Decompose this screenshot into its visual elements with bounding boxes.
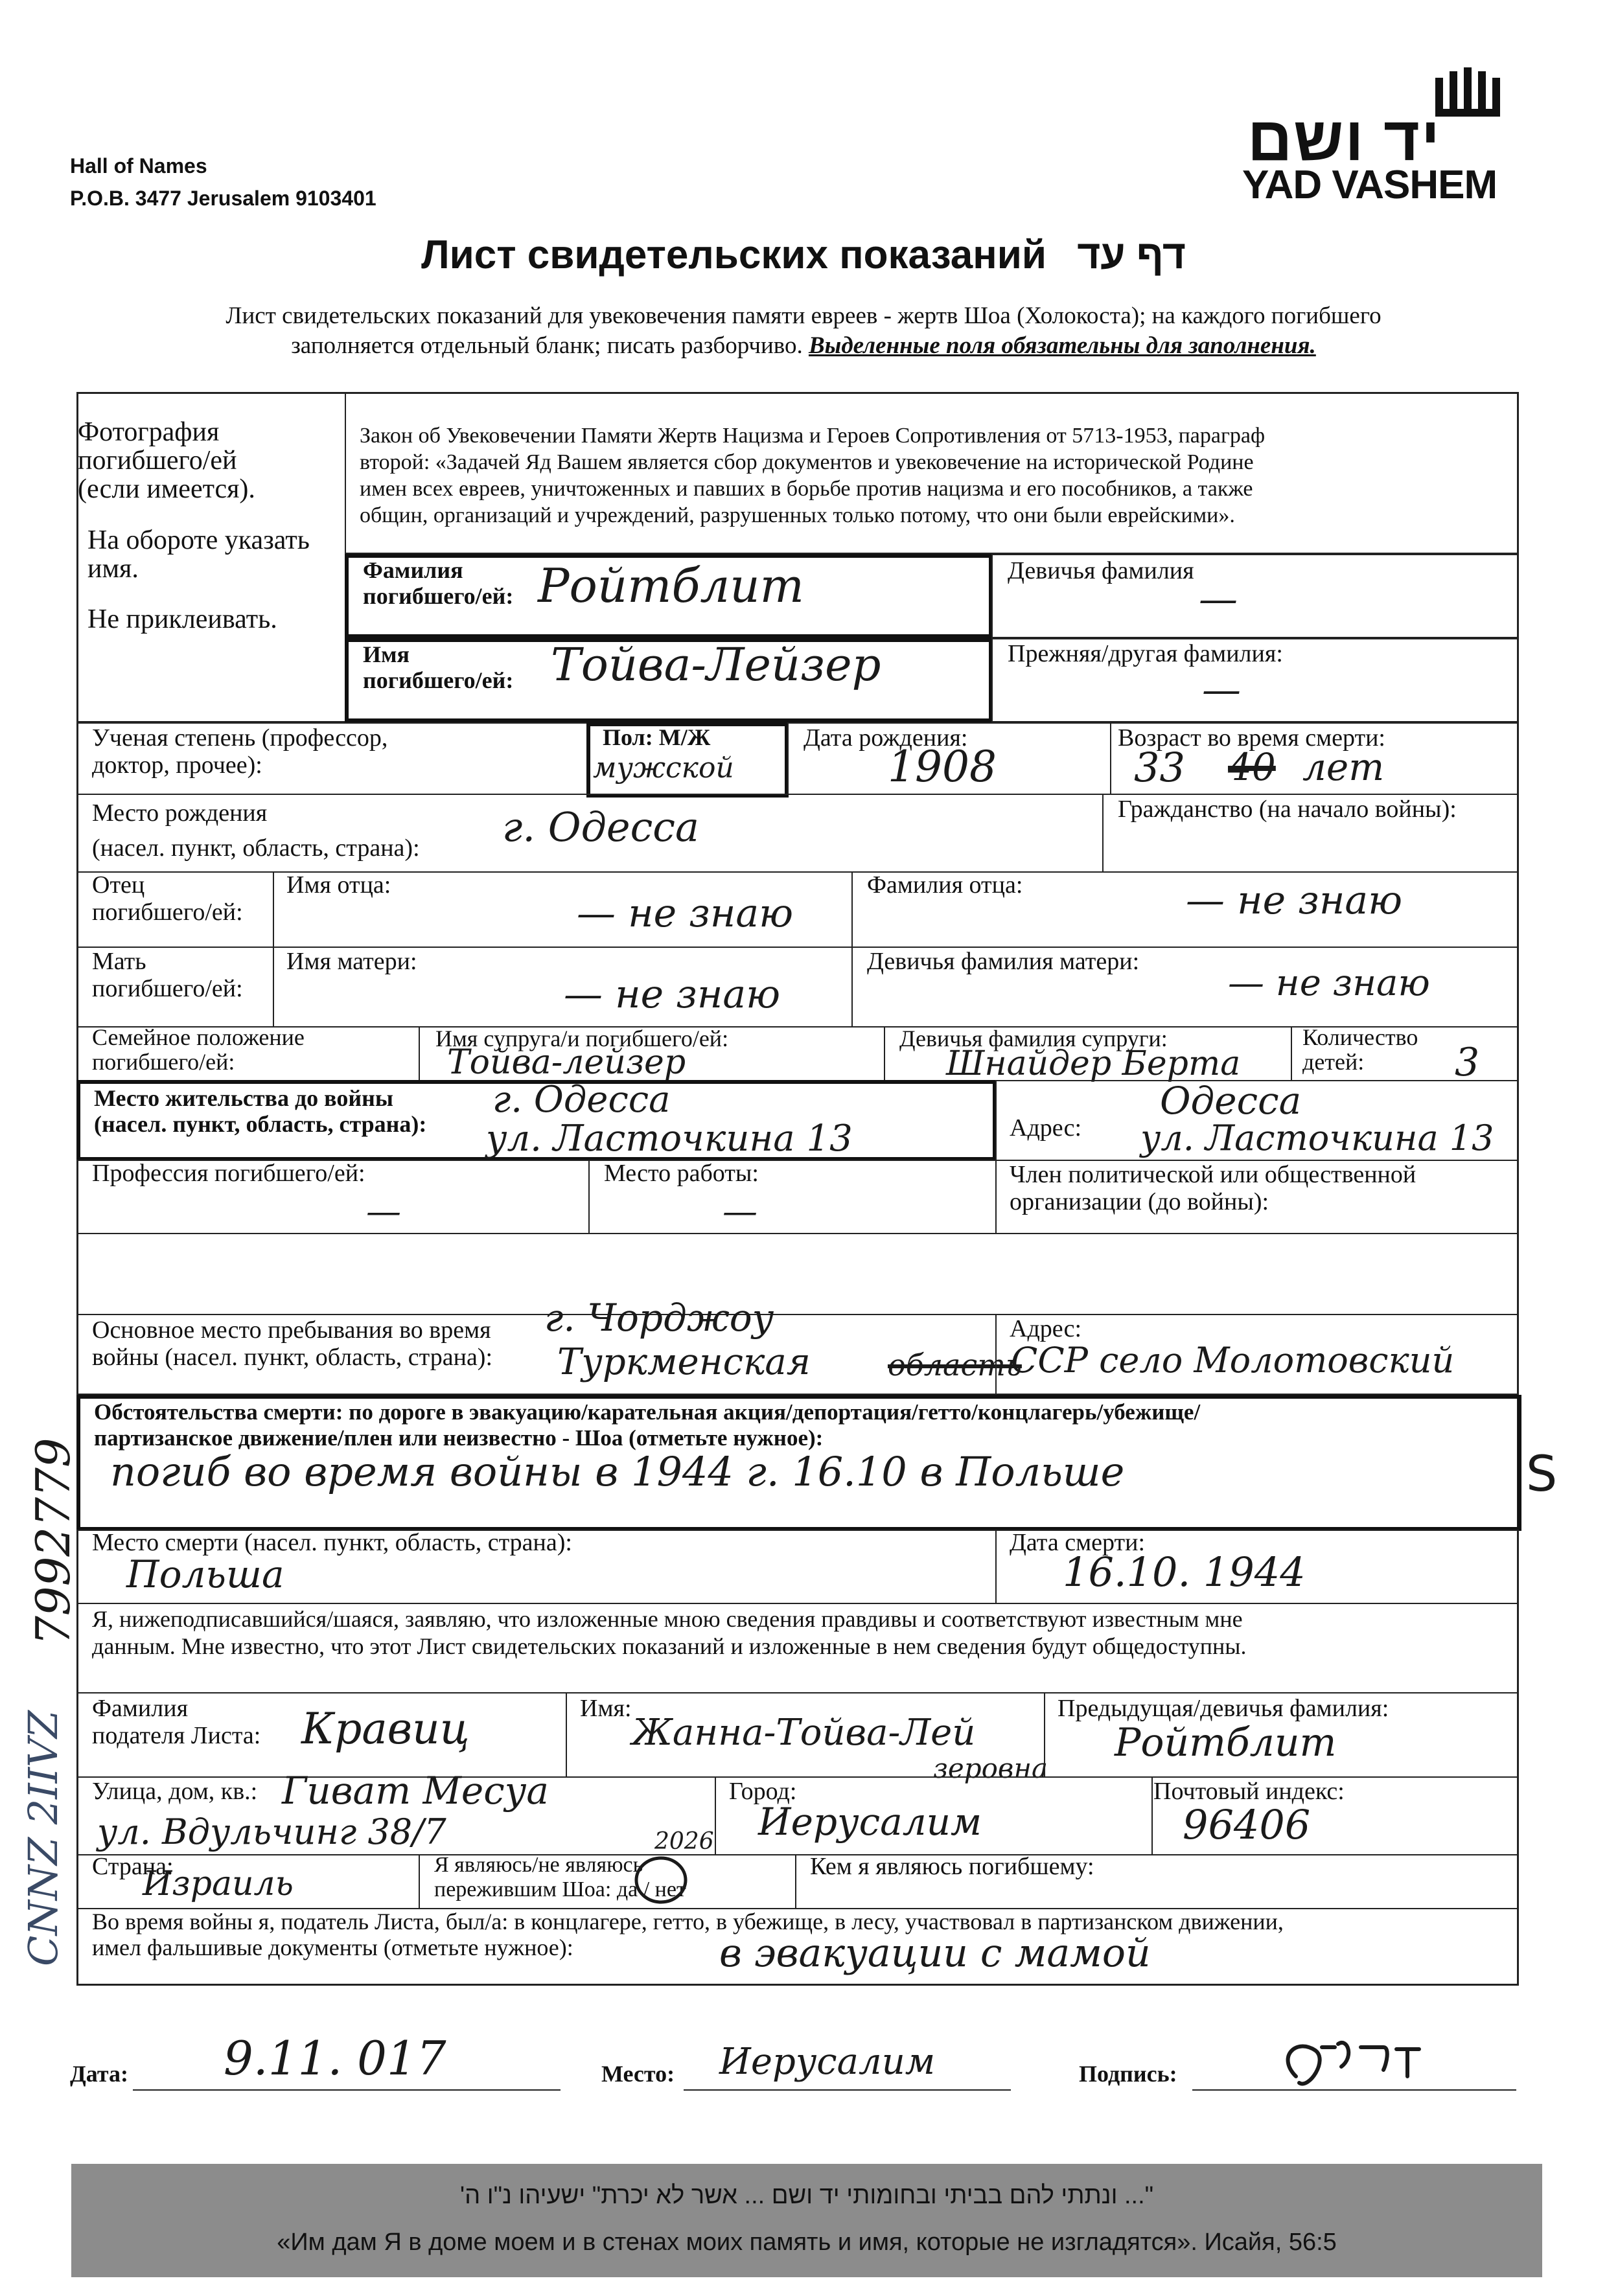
bottom-place-line (684, 2089, 1011, 2091)
title-hebrew: דף עד (1077, 233, 1186, 277)
birthplace-value[interactable]: г. Одесса (502, 803, 699, 851)
submitter-surname-value[interactable]: Кравиц (301, 1704, 470, 1754)
submitter-zip-value[interactable]: 96406 (1183, 1801, 1311, 1848)
father-name-value[interactable]: — не знаю (577, 891, 794, 936)
other-surname-value[interactable]: — (1202, 667, 1241, 713)
gender-value[interactable]: мужской (593, 752, 734, 785)
father-surname-label: Фамилия отца: (867, 871, 1023, 899)
submitter-surname-label: Фамилия подателя Листа: (92, 1695, 261, 1749)
residence-address-label: Адрес: (1010, 1114, 1082, 1142)
photo-box-text: Фотография погибшего/ей (если имеется). (78, 417, 255, 504)
org-address: P.O.B. 3477 Jerusalem 9103401 (70, 187, 376, 210)
residence-value-line-1[interactable]: г. Одесса (492, 1079, 671, 1121)
submitter-name-label: Имя: (580, 1695, 632, 1722)
circumstances-value[interactable]: погиб во время войны в 1944 г. 16.10 в Польше (110, 1448, 1125, 1495)
footer-banner (71, 2164, 1542, 2277)
father-name-label: Имя отца: (286, 871, 391, 899)
wartime-place-line-2[interactable]: Туркменская (557, 1341, 811, 1383)
other-surname-label: Прежняя/другая фамилия: (1008, 640, 1283, 667)
age-struck: 40 (1228, 745, 1276, 789)
birthplace-label: Место рождения (насел. пункт, область, страна): (92, 799, 420, 862)
mother-maiden-label: Девичья фамилия матери: (867, 948, 1140, 975)
death-place-value[interactable]: Польша (126, 1552, 284, 1596)
death-place-label: Место смерти (насел. пункт, область, страна): (92, 1529, 572, 1556)
residence-address-line-2[interactable]: ул. Ласточкина 13 (1140, 1118, 1494, 1158)
children-value[interactable]: 3 (1455, 1040, 1480, 1085)
submitter-patronymic[interactable]: зеровна (933, 1752, 1048, 1784)
submitter-country-value[interactable]: Израиль (143, 1865, 294, 1903)
intro-line-1: Лист свидетельских показаний для увековечения памяти евреев - жертв Шоа (Холокоста); на каждого погибшего (225, 303, 1382, 329)
children-label: Количество детей: (1302, 1024, 1418, 1075)
margin-stamp-number: 7992779 (26, 1438, 80, 1646)
wartime-place-line-1[interactable]: г. Чорджоу (544, 1296, 774, 1340)
survivor-value[interactable]: 2026 (654, 1828, 714, 1855)
workplace-value[interactable]: — (723, 1191, 757, 1232)
submitter-zip-label: Почтовый индекс: (1153, 1778, 1345, 1805)
age-unit: лет (1302, 745, 1385, 789)
submitter-street-label: Улица, дом, кв.: (92, 1778, 258, 1805)
bottom-date-value[interactable]: 9.11. 017 (224, 2031, 446, 2085)
maiden-name-label: Девичья фамилия (1008, 557, 1194, 584)
father-surname-value[interactable]: — не знаю (1186, 878, 1403, 923)
submitter-city-value[interactable]: Иерусалим (758, 1800, 982, 1844)
bottom-date-label: Дата: (70, 2061, 128, 2087)
submitter-prev-surname-label: Предыдущая/девичья фамилия: (1058, 1695, 1389, 1722)
submitter-wartime-label: Во время войны я, податель Листа, был/а: в концлагере, гетто, в убежище, в лесу, участвовал в партизанском движении, имел фальшивые документы (отметьте нужное): (92, 1909, 1284, 1960)
blank-row (76, 1233, 1519, 1315)
org-name: Hall of Names (70, 154, 207, 178)
residence-label: Место жительства до войны (насел. пункт, область, страна): (94, 1085, 427, 1137)
profession-label: Профессия погибшего/ей: (92, 1160, 365, 1187)
gender-label: Пол: М/Ж (603, 724, 711, 750)
residence-address-line-1[interactable]: Одесса (1160, 1079, 1302, 1123)
submitter-country-label: Страна: (92, 1853, 174, 1880)
spouse-name-label: Имя супруга/и погибшего/ей: (435, 1026, 729, 1051)
father-label: Отец погибшего/ей: (92, 871, 243, 926)
bottom-place-label: Место: (601, 2061, 675, 2087)
signature-label: Подпись: (1079, 2061, 1177, 2087)
submitter-prev-surname-value[interactable]: Ройтблит (1115, 1720, 1337, 1765)
page-title (0, 232, 1607, 278)
mother-name-value[interactable]: — не знаю (564, 972, 781, 1017)
margin-stamp-code: CNNZ 2IIVZ (19, 1710, 67, 1966)
bottom-place-value[interactable]: Иерусалим (719, 2041, 936, 2083)
bottom-date-line (133, 2089, 561, 2091)
submitter-street-line-1[interactable]: Гиват Месуа (282, 1769, 549, 1813)
birth-date-value[interactable]: 1908 (888, 742, 997, 792)
declaration-text: Я, нижеподписавшийся/шаяся, заявляю, что изложенные мною сведения правдивы и соответствуют известным мне данным. Мне известно, что этот Лист свидетельских показаний и изложенные в нем сведения будут общедоступны. (92, 1606, 1247, 1659)
law-text: Закон об Увековечении Памяти Жертв Нацизма и Героев Сопротивления от 5713-1953, параграф второй: «Задачей Яд Вашем является сбор документов и увековечение на исторической Родине имен всех евреев, уничтоженных и павших в борьбе против нацизма и его пособников, а также общин, организаций и учреждений, разрушенных только потому, что они были еврейскими». (360, 424, 1266, 527)
intro-text (0, 301, 1607, 361)
footer-hebrew: "... ונתתי להם בביתי ובחומותי יד ושם ... אשר לא יכרת" ישעיהו נ"ו ה' (459, 2182, 1154, 2209)
margin-mark: S (1526, 1445, 1558, 1502)
yad-vashem-logo (1234, 65, 1532, 214)
citizenship-label: Гражданство (на начало войны): (1118, 796, 1457, 823)
circumstances-label: Обстоятельства смерти: по дороге в эвакуацию/карательная акция/депортация/гетто/концлагерь/убежище/ партизанское движение/плен или неизвестно - Шоа (отметьте нужное): (94, 1399, 1201, 1451)
residence-value-line-2[interactable]: ул. Ласточкина 13 (486, 1118, 853, 1160)
degree-label: Ученая степень (профессор, доктор, прочее): (92, 724, 388, 779)
logo-hebrew: יד ושם (1247, 104, 1441, 174)
intro-line-2: заполняется отдельный бланк; писать разборчиво. (291, 332, 809, 359)
photo-box-warning: Не приклеивать. (87, 604, 277, 634)
wartime-place-label: Основное место пребывания во время войны (насел. пункт, область, страна): (92, 1316, 493, 1371)
signature-mark (1270, 2031, 1439, 2102)
birth-date-label: Дата рождения: (804, 724, 968, 752)
spouse-maiden-label: Девичья фамилия супруги: (899, 1026, 1168, 1051)
submitter-street-line-2[interactable]: ул. Вдульчинг 38/7 (97, 1811, 446, 1852)
marital-status-label: Семейное положение погибшего/ей: (92, 1024, 305, 1075)
submitter-city-label: Город: (729, 1778, 797, 1805)
membership-label: Член политической или общественной организации (до войны): (1010, 1161, 1416, 1215)
workplace-label: Место работы: (604, 1160, 759, 1187)
spouse-maiden-value[interactable]: Шнайдер Берта (946, 1044, 1241, 1083)
survivor-label: Я являюсь/не являюсь пережившим Шоа: да / нет (434, 1853, 686, 1901)
mother-label: Мать погибшего/ей: (92, 948, 243, 1002)
logo-latin: YAD VASHEM (1242, 163, 1497, 207)
submitter-name-value[interactable]: Жанна-Тойва-Лей (632, 1712, 976, 1754)
mother-name-label: Имя матери: (286, 948, 417, 975)
victim-name-value[interactable]: Тойва-Лейзер (551, 638, 881, 691)
victim-name-label: Имя погибшего/ей: (363, 641, 514, 693)
survivor-answer-circle-icon (632, 1853, 690, 1905)
death-date-label: Дата смерти: (1010, 1529, 1146, 1556)
profession-value[interactable]: — (366, 1191, 401, 1232)
age-value[interactable]: 33 (1134, 744, 1185, 791)
death-date-value[interactable]: 16.10. 1944 (1063, 1548, 1306, 1596)
wartime-place-struck: область (888, 1348, 1022, 1383)
spouse-name-value[interactable]: Тойва-лейзер (447, 1043, 686, 1082)
victim-surname-label: Фамилия погибшего/ей: (363, 557, 514, 609)
intro-emphasis: Выделенные поля обязательны для заполнения. (808, 332, 1316, 359)
wartime-address-label: Адрес: (1010, 1315, 1082, 1342)
wartime-address-value[interactable]: ССР село Молотовский (1011, 1340, 1455, 1381)
submitter-wartime-value[interactable]: в эвакуации с мамой (719, 1931, 1151, 1976)
victim-surname-value[interactable]: Ройтблит (538, 558, 804, 613)
footer-russian: «Им дам Я в доме моем и в стенах моих память и имя, которые не изгладятся». Исайя, 56:5 (277, 2229, 1337, 2256)
mother-maiden-value[interactable]: — не знаю (1228, 962, 1430, 1004)
relation-label: Кем я являюсь погибшему: (810, 1853, 1094, 1880)
photo-box-note: На обороте указать имя. (87, 525, 310, 584)
age-label: Возраст во время смерти: (1118, 724, 1385, 752)
title-russian: Лист свидетельских показаний (421, 233, 1046, 277)
maiden-name-value[interactable]: — (1199, 577, 1238, 622)
